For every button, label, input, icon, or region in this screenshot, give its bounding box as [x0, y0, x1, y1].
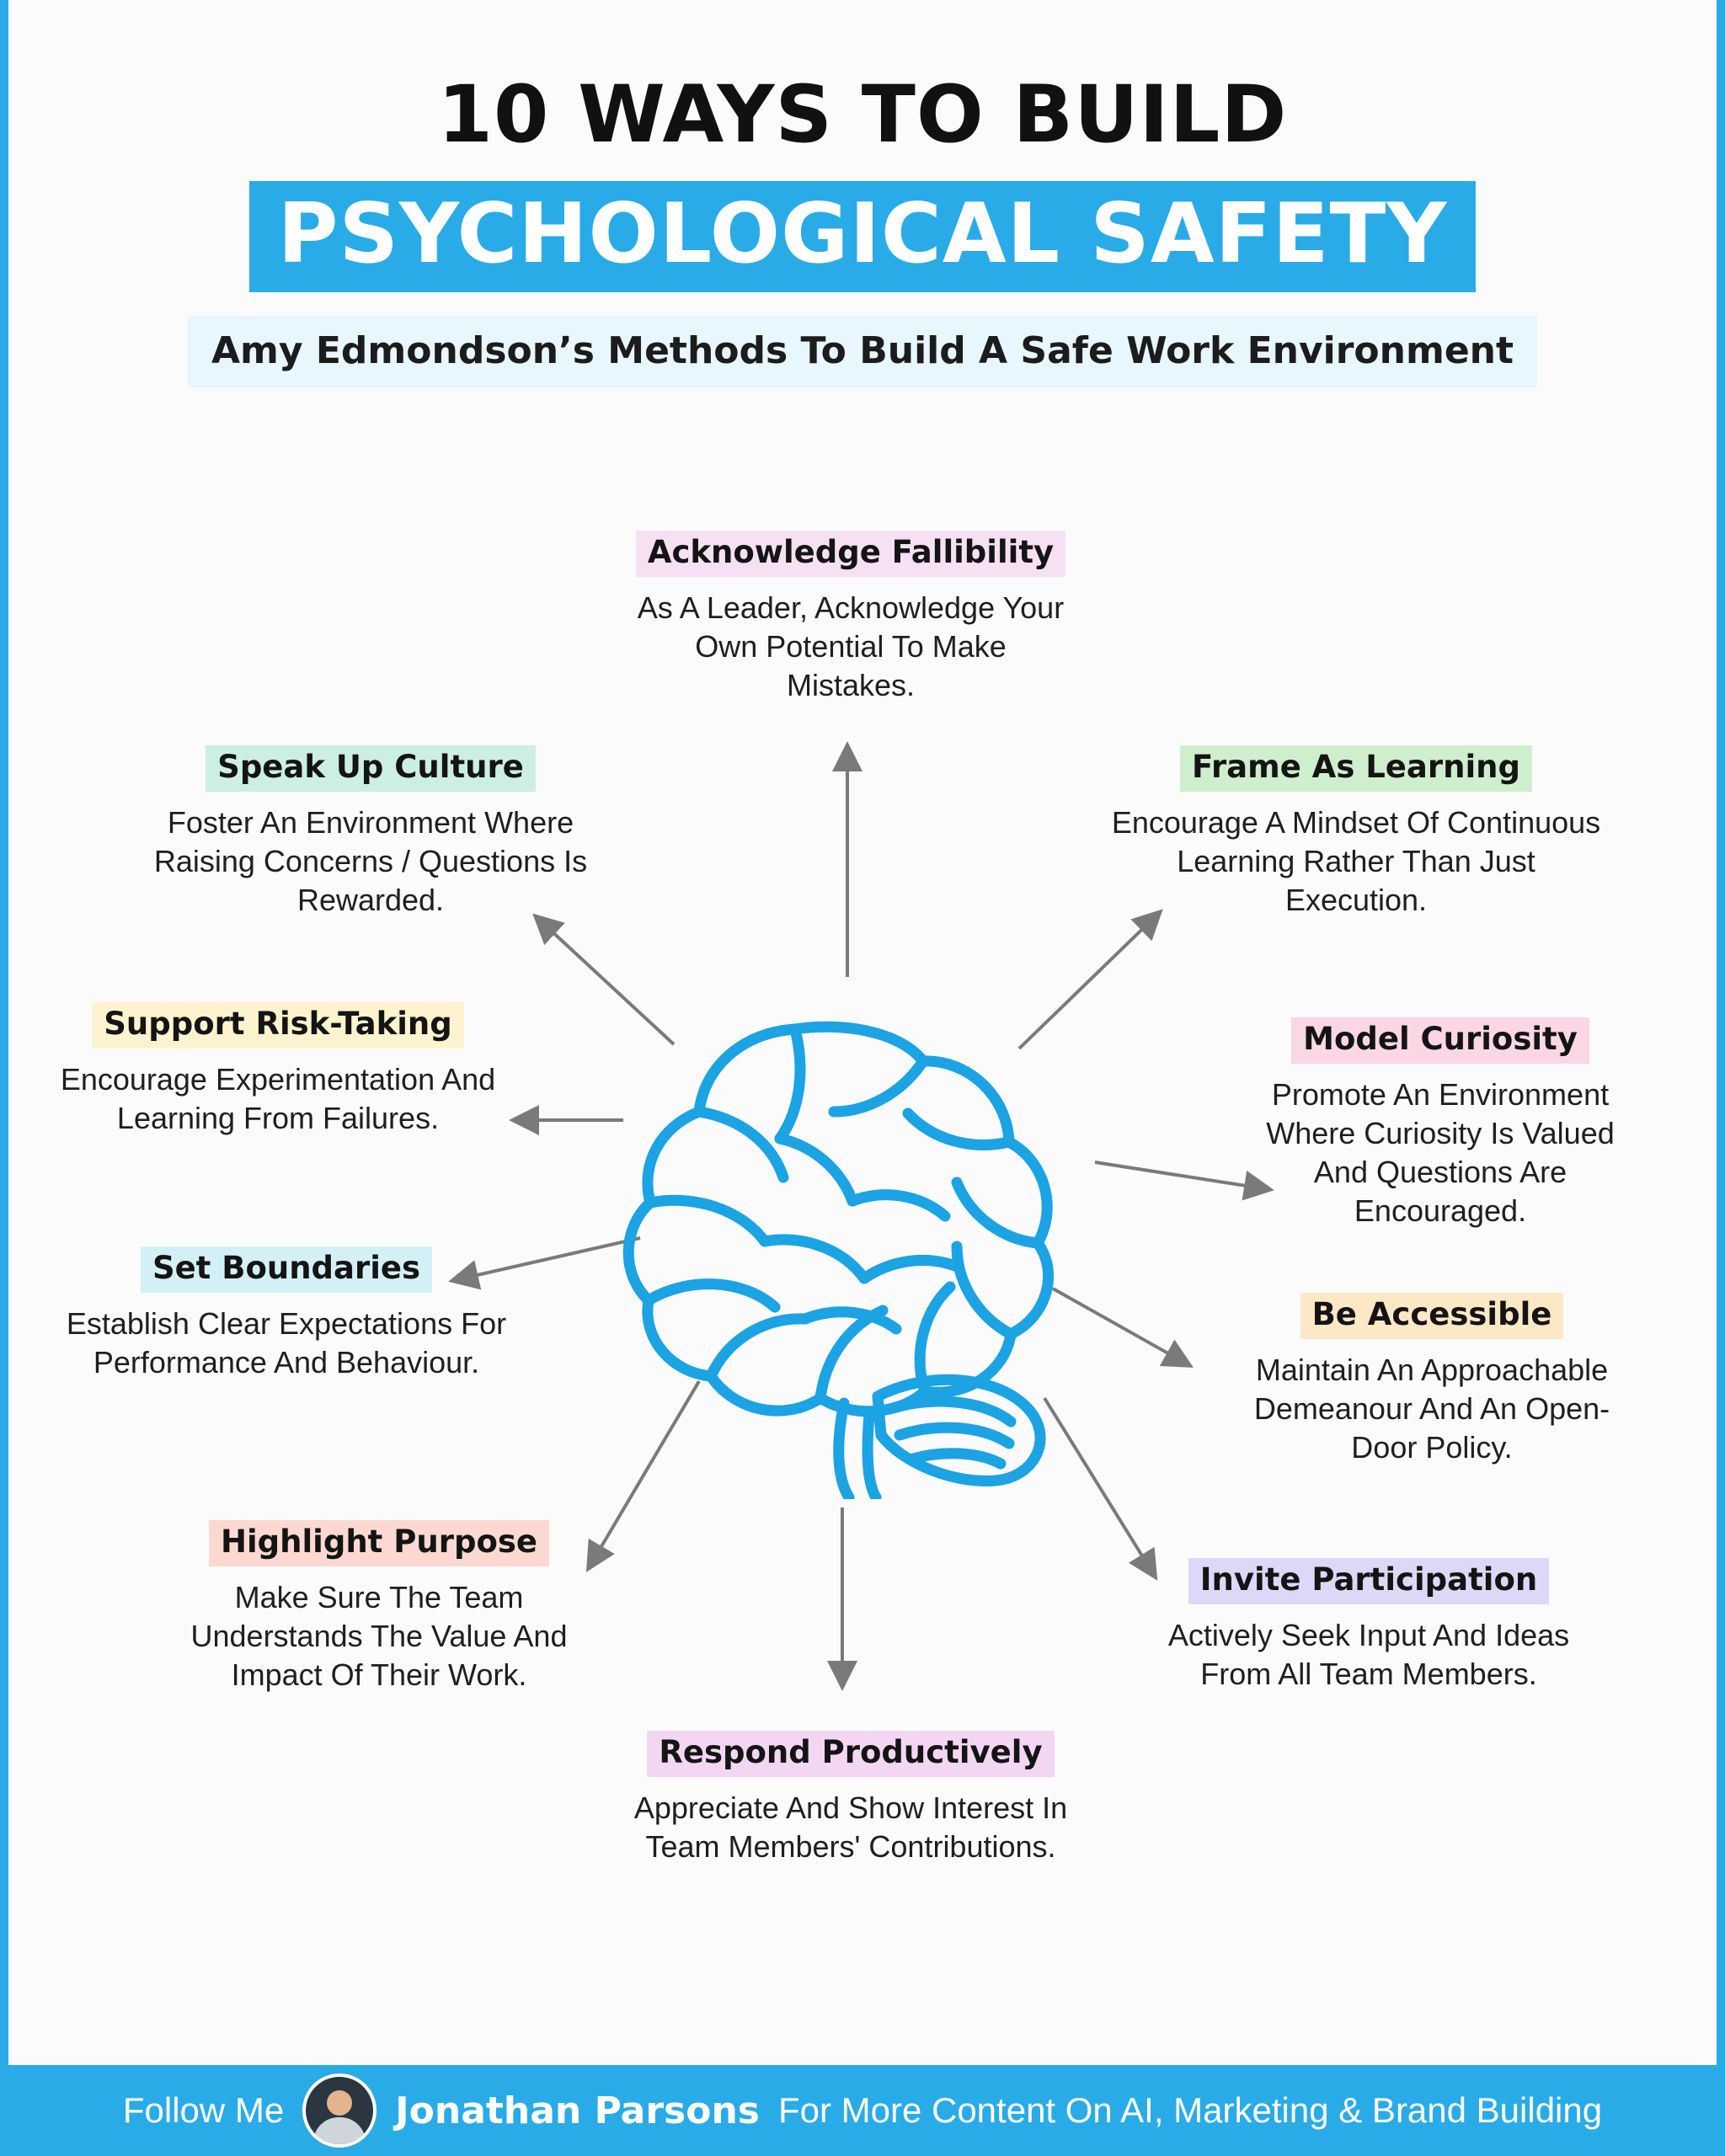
- item-description: Actively Seek Input And Ideas From All Team Members.: [1167, 1617, 1570, 1691]
- item-description: Foster An Environment Where Raising Concerns / Questions Is Rewarded.: [153, 804, 588, 917]
- item-invite-participation[interactable]: [1137, 1558, 1600, 1694]
- item-label: Acknowledge Fallibility: [636, 531, 1065, 577]
- page-title-band: PSYCHOLOGICAL SAFETY: [249, 181, 1477, 292]
- avatar: [302, 2073, 377, 2148]
- header: [0, 0, 1725, 387]
- item-speak-up-culture[interactable]: [109, 745, 632, 920]
- item-label: Support Risk-Taking: [92, 1002, 463, 1049]
- item-highlight-purpose[interactable]: [143, 1520, 615, 1694]
- item-set-boundaries[interactable]: [51, 1246, 522, 1382]
- page-title-top: 10 WAYS TO BUILD: [437, 69, 1288, 161]
- item-description: As A Leader, Acknowledge Your Own Potential To Make Mistakes.: [637, 590, 1065, 702]
- item-label: Set Boundaries: [141, 1246, 432, 1293]
- item-acknowledge-fallibility[interactable]: [556, 531, 1146, 705]
- item-be-accessible[interactable]: [1213, 1293, 1651, 1467]
- item-description: Promote An Environment Where Curiosity Is Valued And Questions Are Encouraged.: [1266, 1076, 1615, 1229]
- brain-icon: [600, 977, 1114, 1499]
- item-label: Respond Productively: [647, 1731, 1054, 1777]
- item-description: Make Sure The Team Understands The Value And Impact Of Their Work.: [190, 1579, 568, 1692]
- item-description: Appreciate And Show Interest In Team Members' Contributions.: [633, 1790, 1068, 1864]
- item-label: Be Accessible: [1300, 1293, 1564, 1339]
- item-description: Encourage A Mindset Of Continuous Learning Rather Than Just Execution.: [1111, 804, 1601, 917]
- item-description: Establish Clear Expectations For Performance And Behaviour.: [66, 1305, 507, 1380]
- footer-tagline: For More Content On AI, Marketing & Brand Building: [777, 2090, 1603, 2130]
- item-label: Invite Participation: [1188, 1558, 1549, 1604]
- item-respond-productively[interactable]: [590, 1731, 1112, 1866]
- item-label: Highlight Purpose: [209, 1520, 549, 1566]
- author-name[interactable]: Jonathan Parsons: [395, 2089, 760, 2132]
- item-description: Maintain An Approachable Demeanour And An Open-Door Policy.: [1253, 1352, 1610, 1465]
- item-description: Encourage Experimentation And Learning From Failures.: [60, 1061, 496, 1135]
- item-label: Model Curiosity: [1291, 1017, 1589, 1064]
- follow-label: Follow Me: [122, 2090, 285, 2130]
- page-subtitle: Amy Edmondson’s Methods To Build A Safe Work Environment: [188, 316, 1537, 387]
- item-label: Frame As Learning: [1180, 745, 1532, 792]
- item-support-risk-taking[interactable]: [42, 1002, 514, 1138]
- footer-bar: [0, 2065, 1725, 2156]
- item-model-curiosity[interactable]: [1221, 1017, 1659, 1230]
- item-label: Speak Up Culture: [206, 745, 536, 792]
- item-frame-as-learning[interactable]: [1087, 745, 1626, 920]
